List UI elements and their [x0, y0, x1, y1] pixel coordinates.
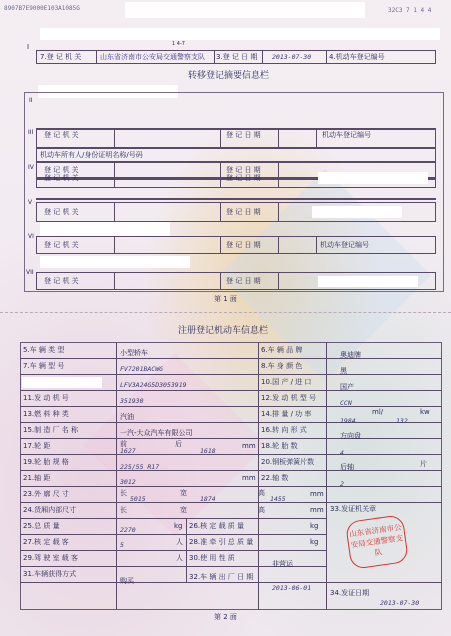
- value-fuel: 汽油: [120, 413, 134, 421]
- page-2-label: 第 2 面: [214, 613, 237, 621]
- unit-front: 前: [120, 440, 127, 448]
- label-displacement: 14.排 量 / 功 率: [261, 410, 312, 418]
- unit-mm-dim: mm: [310, 490, 324, 498]
- fold-line: [0, 312, 451, 313]
- label-vehicle-type: 5.车 辆 类 型: [23, 346, 65, 354]
- reg-no-label: 4.机动车登记编号: [329, 53, 385, 61]
- value-length: 5015: [130, 495, 146, 503]
- unit-high: 高: [258, 489, 265, 497]
- row3-authority: 登 记 机 关: [44, 166, 79, 174]
- serial-number: 8907B7E9000E103A1085G: [4, 5, 80, 12]
- value-width: 1874: [200, 495, 216, 503]
- unit-person-cab: 人: [176, 554, 183, 562]
- label-color: 8.车 身 颜 色: [261, 362, 303, 370]
- redacted-block: [125, 2, 365, 18]
- label-engine-model: 12.发 动 机 型 号: [261, 394, 317, 402]
- row3-owner: 机动车所有人/身份证明名称/号码: [40, 151, 143, 159]
- doc-number: 32C3 7 1 4 4: [388, 7, 432, 14]
- unit-high-cargo: 高: [258, 506, 265, 514]
- value-usage: 非营运: [272, 560, 293, 568]
- official-stamp: [345, 514, 409, 570]
- label-wheelbase: 21.轴 距: [23, 474, 51, 482]
- row6-date: 登 记 日 期: [226, 241, 261, 249]
- page-1-label: 第 1 面: [214, 295, 237, 303]
- label-engine-no: 11.发 动 机 号: [23, 394, 69, 402]
- value-vin: LFV3A24G5D3053919: [120, 381, 187, 389]
- unit-kg-total: kg: [174, 522, 183, 530]
- redacted-owner: [40, 28, 440, 40]
- label-vehicle-model: 7.车 辆 型 号: [23, 362, 65, 370]
- roman-numeral-3: III: [28, 129, 34, 136]
- fraction-mark: 1 4-7: [172, 41, 185, 47]
- label-manufacturer: 15.制 造 厂 名 称: [23, 426, 79, 434]
- value-color: 黑: [340, 367, 347, 375]
- value-vehicle-model: FV7201BACWG: [120, 365, 164, 373]
- value-factory-date: 2013-06-01: [272, 584, 312, 592]
- label-cargo: 24.货厢内部尺寸: [23, 506, 77, 514]
- unit-sheet: 片: [420, 460, 427, 468]
- value-tire: 225/55 R17: [120, 463, 160, 471]
- label-usage: 30.使 用 性 质: [189, 554, 235, 562]
- roman-numeral-7: VII: [26, 269, 34, 276]
- unit-wide-cargo: 宽: [180, 506, 187, 514]
- date-value: 2013-07-30: [272, 53, 312, 61]
- label-steering: 16.转 向 形 式: [261, 426, 307, 434]
- value-total-mass: 2270: [120, 526, 136, 534]
- value-track-front: 1627: [120, 447, 136, 455]
- unit-mm-wheelbase: mm: [242, 474, 256, 482]
- transfer-title: 转移登记摘要信息栏: [188, 71, 270, 81]
- row2-reg: 机动车登记编号: [322, 131, 371, 139]
- value-brand: 奥迪牌: [340, 351, 361, 359]
- label-cab-passengers: 29.驾 驶 室 载 客: [23, 554, 79, 562]
- label-issuing-seal: 33.发证机关章: [330, 505, 377, 513]
- unit-mm-track: mm: [242, 442, 256, 450]
- value-displacement: 1984: [340, 417, 356, 425]
- row6-authority: 登 记 机 关: [44, 241, 79, 249]
- value-axles: 2: [340, 480, 344, 488]
- row6-reg: 机动车登记编号: [320, 241, 369, 249]
- unit-kg-load: kg: [310, 522, 319, 530]
- label-tire: 19.轮 胎 规 格: [23, 458, 69, 466]
- roman-numeral-5: V: [28, 199, 33, 206]
- authority-label: 7.登 记 机 关: [40, 53, 82, 61]
- unit-rear: 后: [175, 440, 182, 448]
- label-issue-date: 34.发证日期: [330, 589, 370, 597]
- label-origin: 10.国 产 / 进 口: [261, 378, 312, 386]
- value-steering: 方向盘: [340, 432, 361, 440]
- value-origin: 国产: [340, 383, 354, 391]
- value-height: 1455: [270, 495, 286, 503]
- roman-numeral-1: I: [27, 43, 30, 51]
- transfer-frame: [24, 92, 444, 292]
- value-issue-date: 2013-07-30: [380, 599, 420, 607]
- label-axles: 22.轴 数: [261, 474, 289, 482]
- value-engine-no: 351930: [120, 397, 144, 405]
- row5-authority: 登 记 机 关: [44, 208, 79, 216]
- unit-long: 长: [120, 489, 127, 497]
- value-springs: 后轴: [340, 463, 354, 471]
- date-label: 3.登 记 日 期: [216, 53, 258, 61]
- value-passengers: 5: [120, 541, 124, 549]
- roman-numeral-4: IV: [28, 164, 34, 171]
- row7-authority: 登 记 机 关: [44, 277, 79, 285]
- label-fuel: 13.燃 料 种 类: [23, 410, 69, 418]
- label-rated-load: 26.核 定 载 质 量: [189, 522, 245, 530]
- value-acquire: 购买: [120, 577, 134, 585]
- label-springs: 20.钢板弹簧片数: [261, 458, 315, 466]
- vehicle-title: 注册登记机动车信息栏: [178, 326, 269, 336]
- authority-value: 山东省济南市公安局交通警察支队: [100, 53, 205, 61]
- label-total-mass: 25.总 质 量: [23, 522, 60, 530]
- value-wheelbase: 3012: [120, 478, 136, 486]
- unit-long-cargo: 长: [120, 506, 127, 514]
- value-power: 132: [396, 417, 408, 425]
- roman-numeral-6: VI: [28, 233, 34, 240]
- label-passengers: 27.核 定 载 客: [23, 538, 69, 546]
- row5-date: 登 记 日 期: [226, 208, 261, 216]
- unit-person: 人: [176, 538, 183, 546]
- value-track-rear: 1618: [200, 447, 216, 455]
- unit-kg-tow: kg: [310, 538, 319, 546]
- label-acquire: 31.车辆获得方式: [23, 570, 77, 578]
- stamp-text: 山东省济南市公安局交通警察支队: [348, 522, 404, 558]
- unit-mm-cargo: mm: [310, 506, 324, 514]
- row7-date: 登 记 日 期: [226, 277, 261, 285]
- roman-numeral-2: II: [29, 97, 33, 104]
- label-tire-count: 18.轮 胎 数: [261, 442, 298, 450]
- value-engine-model: CCN: [340, 399, 352, 407]
- row2-authority: 登 记 机 关: [44, 131, 79, 139]
- row2-date: 登 记 日 期: [226, 131, 261, 139]
- value-vehicle-type: 小型轿车: [120, 349, 148, 357]
- unit-wide: 宽: [180, 489, 187, 497]
- unit-kw: kw: [420, 408, 430, 416]
- row4-authority: 登 记 机 关: [44, 174, 79, 182]
- label-dimensions: 23.外 廓 尺 寸: [23, 490, 69, 498]
- value-manufacturer: 一汽-大众汽车有限公司: [120, 429, 193, 437]
- row4-date: 登 记 日 期: [226, 174, 261, 182]
- label-brand: 6.车 辆 品 牌: [261, 346, 303, 354]
- unit-ml: ml/: [372, 408, 384, 416]
- label-tow-mass: 28.准 牵 引 总 质 量: [189, 538, 254, 546]
- label-track: 17.轮 距: [23, 442, 51, 450]
- row3-date: 登 记 日 期: [226, 166, 261, 174]
- label-factory-date: 32.车 辆 出 厂 日 期: [189, 573, 254, 581]
- value-tire-count: 4: [340, 449, 344, 457]
